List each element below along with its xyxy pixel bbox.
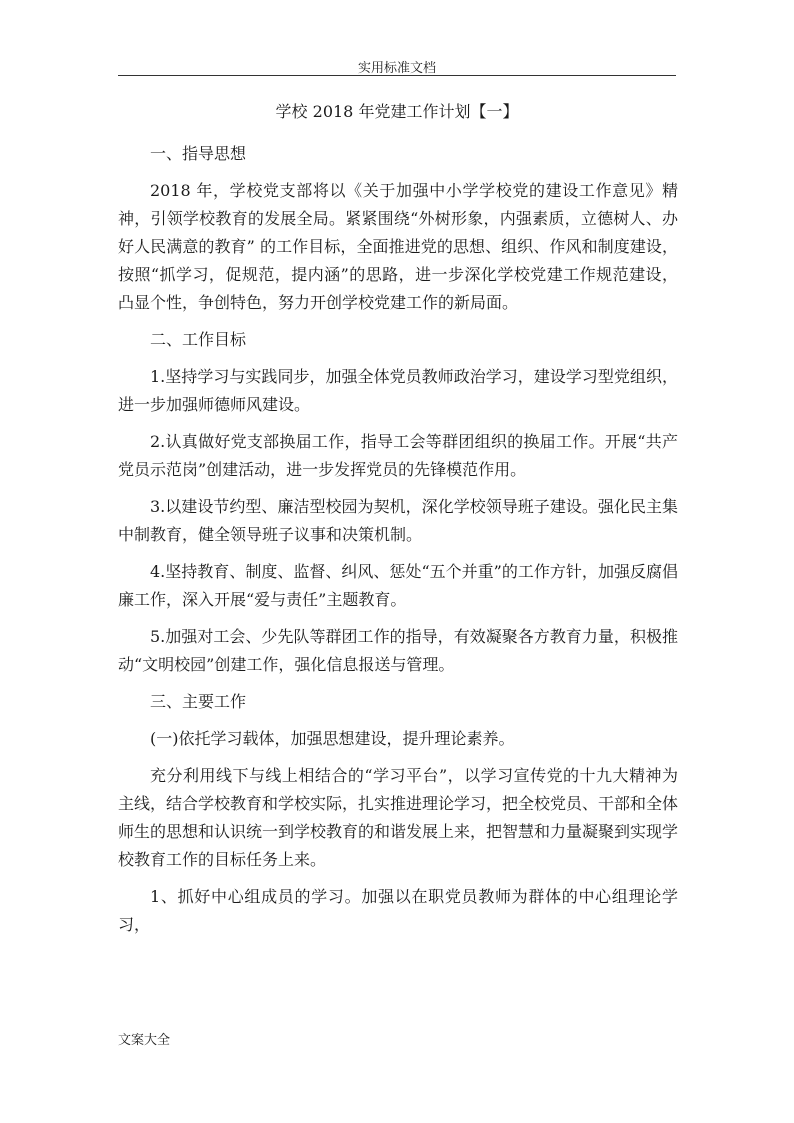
document-body	[118, 140, 678, 948]
section-heading: 一、指导思想	[150, 144, 247, 163]
header-divider	[118, 75, 676, 76]
section-heading: 二、工作目标	[150, 330, 247, 349]
paragraph: 1、抓好中心组成员的学习。加强以在职党员教师为群体的中心组理论学习，	[118, 887, 678, 934]
paragraph: 1.坚持学习与实践同步，加强全体党员教师政治学习，建设学习型党组织，进一步加强师德师风建设。	[118, 367, 678, 414]
paragraph: 3.以建设节约型、廉洁型校园为契机，深化学校领导班子建设。强化民主集中制教育，健全领导班子议事和决策机制。	[118, 497, 678, 544]
paragraph: 充分利用线下与线上相结合的“学习平台”，以学习宣传党的十九大精神为主线，结合学校教育和学校实际，扎实推进理论学习，把全校党员、干部和全体师生的思想和认识统一到学校教育的和谐发展上来，把智慧和力量凝聚到实现学校教育工作的目标任务上来。	[118, 766, 679, 869]
document-title: 学校 2018 年党建工作计划【一】	[275, 102, 519, 121]
paragraph: 4.坚持教育、制度、监督、纠风、惩处“五个并重”的工作方针，加强反腐倡廉工作，深入开展“爱与责任”主题教育。	[118, 562, 678, 609]
subsection-heading: (一)依托学习载体，加强思想建设，提升理论素养。	[150, 729, 515, 748]
section-heading: 三、主要工作	[150, 692, 247, 711]
page-footer: 文案大全	[118, 1033, 171, 1048]
paragraph: 5.加强对工会、少先队等群团工作的指导，有效凝聚各方教育力量，积极推动“文明校园”创建工作，强化信息报送与管理。	[118, 627, 678, 674]
page-header: 实用标准文档	[357, 61, 436, 76]
paragraph: 2.认真做好党支部换届工作，指导工会等群团组织的换届工作。开展“共产党员示范岗”创建活动，进一步发挥党员的先锋模范作用。	[118, 432, 678, 479]
paragraph: 2018 年，学校党支部将以《关于加强中小学学校党的建设工作意见》精神，引领学校教育的发展全局。紧紧围绕“外树形象，内强素质，立德树人、办好人民满意的教育” 的工作目标，全面推进党的思想、组织、作风和制度建设，按照“抓学习，促规范，提内涵”的思路，进一步深化学校党建工作规范建设，凸显个性，争创特色，努力开创学校党建工作的新局面。	[118, 181, 678, 312]
